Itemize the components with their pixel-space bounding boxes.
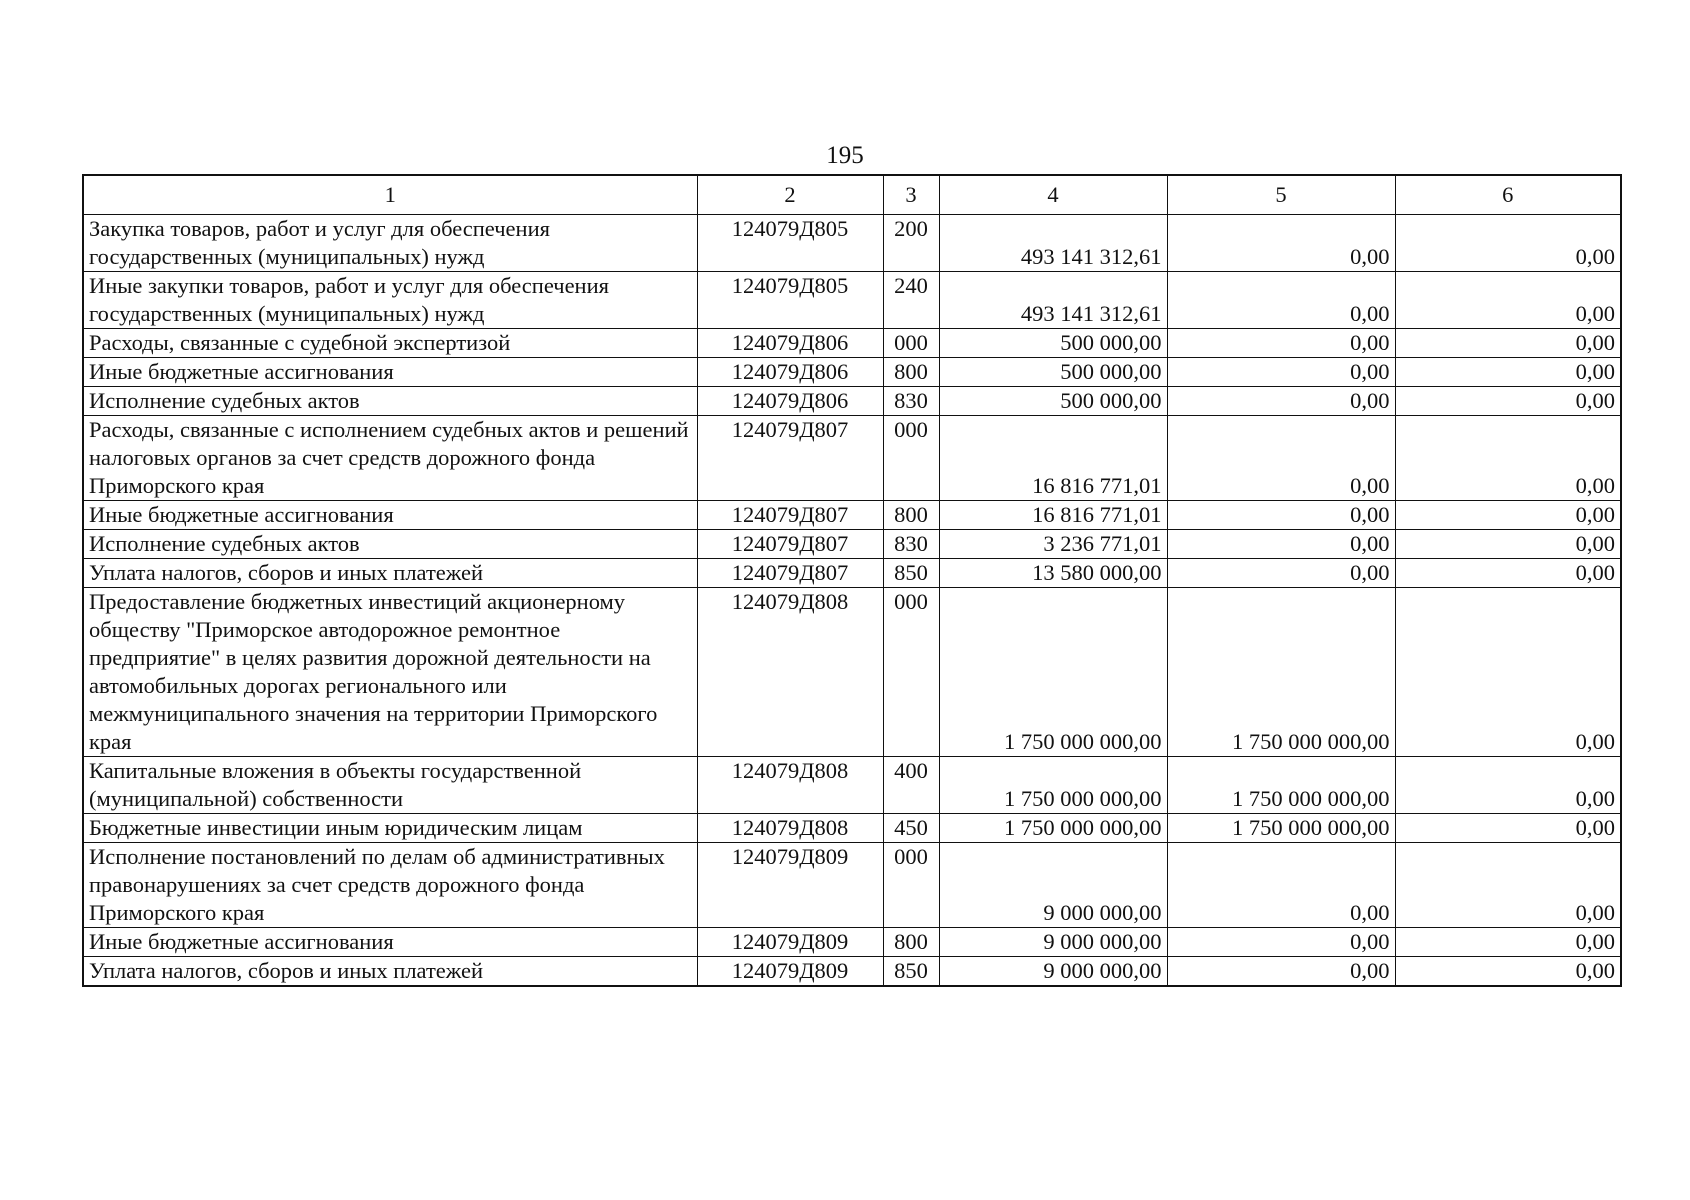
amount-col-6: 0,00 [1395,957,1621,987]
table-row [83,814,1621,843]
target-article-code: 124079Д809 [697,928,883,957]
expense-name: Исполнение судебных актов [83,530,697,559]
target-article-code: 124079Д807 [697,530,883,559]
amount-col-4: 500 000,00 [939,329,1167,358]
expense-name: Капитальные вложения в объекты государственной (муниципальной) собственности [83,757,697,814]
table-row [83,215,1621,272]
amount-col-6: 0,00 [1395,387,1621,416]
column-header: 1 [83,175,697,215]
target-article-code: 124079Д809 [697,843,883,928]
amount-col-5: 0,00 [1167,530,1395,559]
amount-col-6: 0,00 [1395,358,1621,387]
table-row [83,757,1621,814]
target-article-code: 124079Д808 [697,757,883,814]
amount-col-6: 0,00 [1395,416,1621,501]
amount-col-4: 1 750 000 000,00 [939,814,1167,843]
expense-type-code: 800 [883,928,939,957]
amount-col-5: 0,00 [1167,416,1395,501]
expense-name: Иные бюджетные ассигнования [83,501,697,530]
expense-type-code: 450 [883,814,939,843]
amount-col-6: 0,00 [1395,814,1621,843]
table-row [83,329,1621,358]
amount-col-4: 16 816 771,01 [939,416,1167,501]
target-article-code: 124079Д806 [697,358,883,387]
amount-col-4: 9 000 000,00 [939,957,1167,987]
column-header: 2 [697,175,883,215]
table-row [83,928,1621,957]
amount-col-5: 0,00 [1167,329,1395,358]
expense-name: Предоставление бюджетных инвестиций акционерному обществу "Приморское автодорожное ремонтное предприятие" в целях развития дорожной деятельности на автомобильных дорогах регионального или межмуниципального значения на территории Приморского края [83,588,697,757]
expense-name: Исполнение судебных актов [83,387,697,416]
target-article-code: 124079Д808 [697,588,883,757]
amount-col-5: 1 750 000 000,00 [1167,588,1395,757]
amount-col-6: 0,00 [1395,843,1621,928]
expense-type-code: 000 [883,843,939,928]
column-header: 4 [939,175,1167,215]
expense-type-code: 850 [883,559,939,588]
amount-col-5: 0,00 [1167,215,1395,272]
expense-name: Уплата налогов, сборов и иных платежей [83,957,697,987]
expense-name: Исполнение постановлений по делам об административных правонарушениях за счет средств дорожного фонда Приморского края [83,843,697,928]
amount-col-6: 0,00 [1395,928,1621,957]
column-header: 3 [883,175,939,215]
table-row [83,416,1621,501]
table-row [83,501,1621,530]
column-header: 5 [1167,175,1395,215]
expense-type-code: 850 [883,957,939,987]
expense-name: Иные закупки товаров, работ и услуг для обеспечения государственных (муниципальных) нужд [83,272,697,329]
amount-col-5: 0,00 [1167,843,1395,928]
column-header: 6 [1395,175,1621,215]
amount-col-6: 0,00 [1395,588,1621,757]
table-row [83,957,1621,987]
expense-type-code: 830 [883,387,939,416]
target-article-code: 124079Д807 [697,559,883,588]
amount-col-4: 9 000 000,00 [939,843,1167,928]
amount-col-6: 0,00 [1395,272,1621,329]
expense-type-code: 800 [883,501,939,530]
expense-type-code: 000 [883,329,939,358]
expense-name: Уплата налогов, сборов и иных платежей [83,559,697,588]
target-article-code: 124079Д807 [697,416,883,501]
amount-col-6: 0,00 [1395,559,1621,588]
amount-col-6: 0,00 [1395,329,1621,358]
table-row [83,387,1621,416]
amount-col-4: 9 000 000,00 [939,928,1167,957]
amount-col-6: 0,00 [1395,215,1621,272]
expense-name: Иные бюджетные ассигнования [83,358,697,387]
amount-col-5: 1 750 000 000,00 [1167,814,1395,843]
target-article-code: 124079Д805 [697,272,883,329]
budget-table [82,174,1622,987]
header-row [83,175,1621,215]
table-row [83,843,1621,928]
table-row [83,559,1621,588]
amount-col-6: 0,00 [1395,757,1621,814]
amount-col-4: 1 750 000 000,00 [939,757,1167,814]
amount-col-4: 16 816 771,01 [939,501,1167,530]
amount-col-5: 0,00 [1167,272,1395,329]
page-number: 195 [826,142,864,169]
expense-type-code: 800 [883,358,939,387]
amount-col-5: 0,00 [1167,928,1395,957]
target-article-code: 124079Д806 [697,329,883,358]
amount-col-4: 493 141 312,61 [939,215,1167,272]
expense-type-code: 200 [883,215,939,272]
amount-col-6: 0,00 [1395,530,1621,559]
amount-col-4: 3 236 771,01 [939,530,1167,559]
amount-col-5: 0,00 [1167,501,1395,530]
table-row [83,530,1621,559]
amount-col-4: 13 580 000,00 [939,559,1167,588]
table-row [83,272,1621,329]
amount-col-4: 1 750 000 000,00 [939,588,1167,757]
expense-name: Иные бюджетные ассигнования [83,928,697,957]
amount-col-5: 0,00 [1167,957,1395,987]
amount-col-5: 0,00 [1167,358,1395,387]
target-article-code: 124079Д806 [697,387,883,416]
amount-col-5: 0,00 [1167,387,1395,416]
target-article-code: 124079Д809 [697,957,883,987]
expense-type-code: 400 [883,757,939,814]
expense-name: Расходы, связанные с исполнением судебных актов и решений налоговых органов за счет средств дорожного фонда Приморского края [83,416,697,501]
table-row [83,588,1621,757]
target-article-code: 124079Д805 [697,215,883,272]
target-article-code: 124079Д807 [697,501,883,530]
table-row [83,358,1621,387]
expense-name: Бюджетные инвестиции иным юридическим лицам [83,814,697,843]
amount-col-5: 1 750 000 000,00 [1167,757,1395,814]
amount-col-5: 0,00 [1167,559,1395,588]
expense-type-code: 000 [883,416,939,501]
expense-type-code: 240 [883,272,939,329]
amount-col-4: 500 000,00 [939,358,1167,387]
expense-name: Расходы, связанные с судебной экспертизой [83,329,697,358]
target-article-code: 124079Д808 [697,814,883,843]
amount-col-6: 0,00 [1395,501,1621,530]
expense-name: Закупка товаров, работ и услуг для обеспечения государственных (муниципальных) нужд [83,215,697,272]
expense-type-code: 000 [883,588,939,757]
amount-col-4: 500 000,00 [939,387,1167,416]
amount-col-4: 493 141 312,61 [939,272,1167,329]
expense-type-code: 830 [883,530,939,559]
